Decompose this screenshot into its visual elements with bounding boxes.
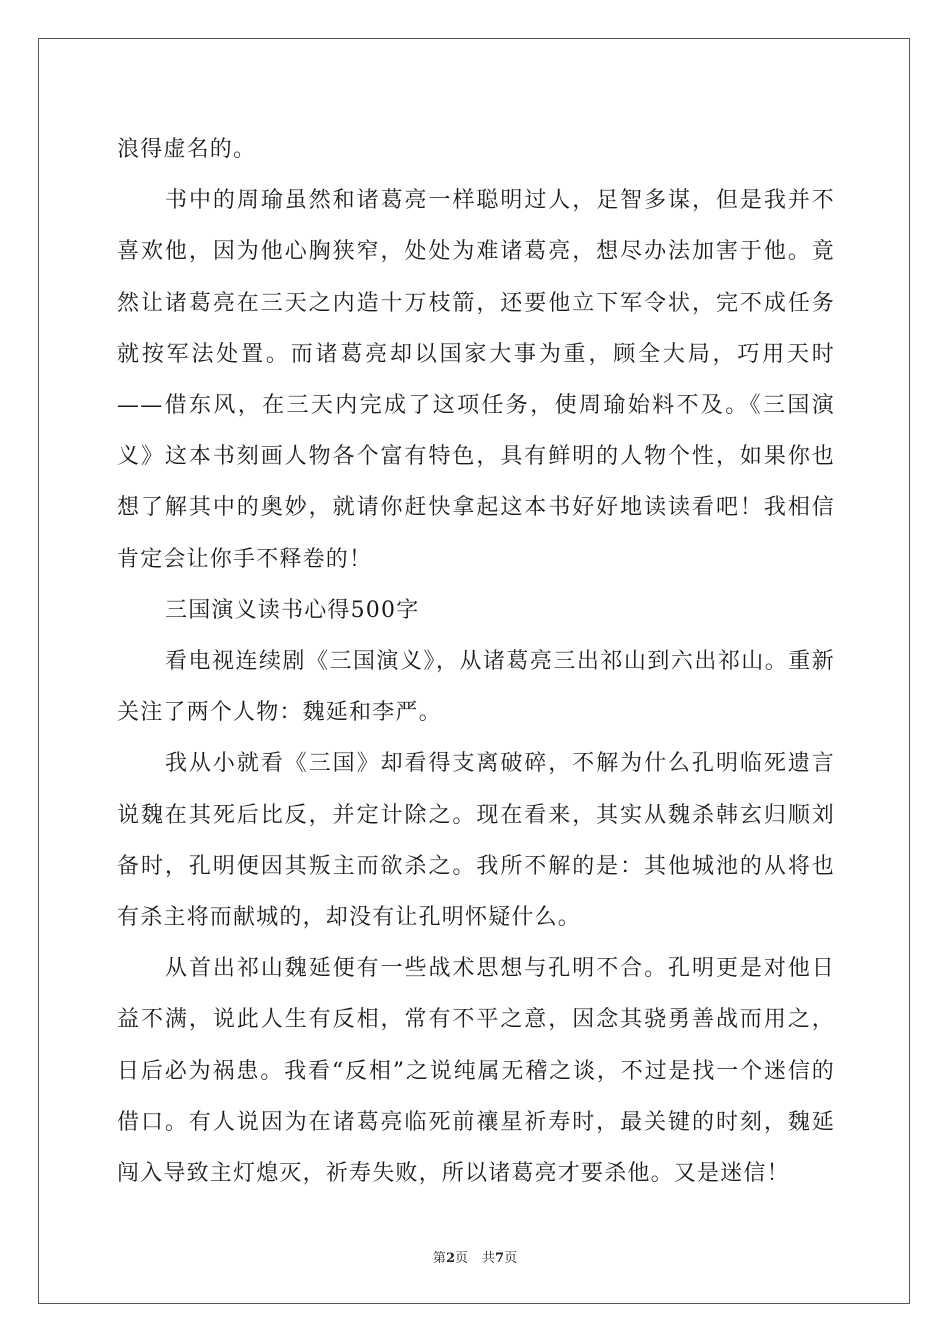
- paragraph: 书中的周瑜虽然和诸葛亮一样聪明过人，足智多谋，但是我并不喜欢他，因为他心胸狭窄，处处为难诸葛亮，想尽办法加害于他。竟然让诸葛亮在三天之内造十万枝箭，还要他立下军令状，完不成任务就按军法处置。而诸葛亮却以国家大事为重，顾全大局，巧用天时——借东风，在三天内完成了这项任务，使周瑜始料不及。《三国演义》这本书刻画人物各个富有特色，具有鲜明的人物个性，如果你也想了解其中的奥妙，就请你赶快拿起这本书好好地读读看吧！我相信肯定会让你手不释卷的！: [117, 188, 835, 572]
- paragraph: 从首出祁山魏延便有一些战术思想与孔明不合。孔明更是对他日益不满，说此人生有反相，常有不平之意，因念其骁勇善战而用之，日后必为祸患。我看“反相”之说纯属无稽之谈，不过是找一个迷信的借口。有人说因为在诸葛亮临死前禳星祈寿时，最关键的时刻，魏延闯入导致主灯熄灭，祈寿失败，所以诸葛亮才要杀他。又是迷信！: [117, 956, 835, 1187]
- paragraph: 浪得虚名的。: [117, 137, 257, 162]
- page-number: 第2页: [432, 1251, 468, 1266]
- section-heading: 三国演义读书心得500字: [165, 597, 420, 623]
- document-body: [117, 124, 835, 1199]
- page-total: 共7页: [482, 1251, 518, 1266]
- paragraph: 我从小就看《三国》却看得支离破碎，不解为什么孔明临死遗言说魏在其死后比反，并定计除之。现在看来，其实从魏杀韩玄归顺刘备时，孔明便因其叛主而欲杀之。我所不解的是：其他城池的从将也有杀主将而献城的，却没有让孔明怀疑什么。: [117, 751, 835, 931]
- paragraph: 看电视连续剧《三国演义》，从诸葛亮三出祁山到六出祁山。重新关注了两个人物：魏延和李严。: [117, 649, 835, 726]
- page-footer: [0, 1247, 950, 1266]
